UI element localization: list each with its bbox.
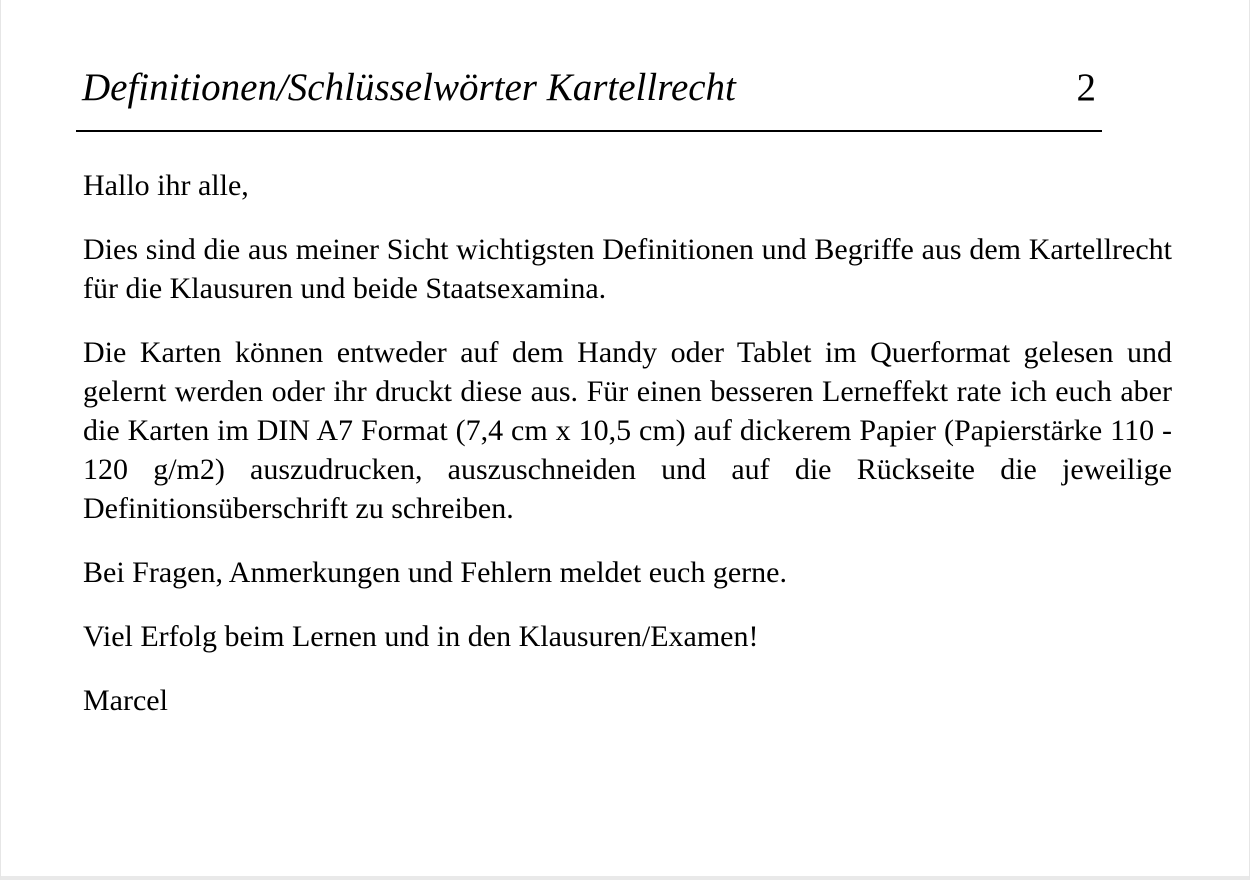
- page-header: [76, 62, 1102, 132]
- greeting: Hallo ihr alle,: [83, 169, 249, 202]
- signature: Marcel: [83, 684, 168, 717]
- paragraph-good-luck: Viel Erfolg beim Lernen und in den Klausuren/Examen!: [83, 620, 759, 653]
- header-title: Definitionen/Schlüsselwörter Kartellrecht: [82, 66, 736, 109]
- paragraph-instructions: Die Karten können entweder auf dem Handy oder Tablet im Querformat gelesen und gelernt werden oder ihr druckt diese aus. Für einen besseren Lerneffekt rate ich euch aber die Karten im DIN A7 Format (7,4 cm x 10,5 cm) auf dickerem Papier (Papierstärke 110 - 120 g/m2) auszudrucken, auszuschneiden und auf die Rückseite die jeweilige Definitionsüberschrift zu schreiben.: [83, 336, 1172, 525]
- paragraph-intro: Dies sind die aus meiner Sicht wichtigsten Definitionen und Begriffe aus dem Kartellrecht für die Klausuren und beide Staatsexamina.: [83, 233, 1172, 305]
- paragraph-questions: Bei Fragen, Anmerkungen und Fehlern meldet euch gerne.: [83, 556, 787, 589]
- document-body: [83, 166, 1172, 745]
- page-number: 2: [1076, 66, 1096, 109]
